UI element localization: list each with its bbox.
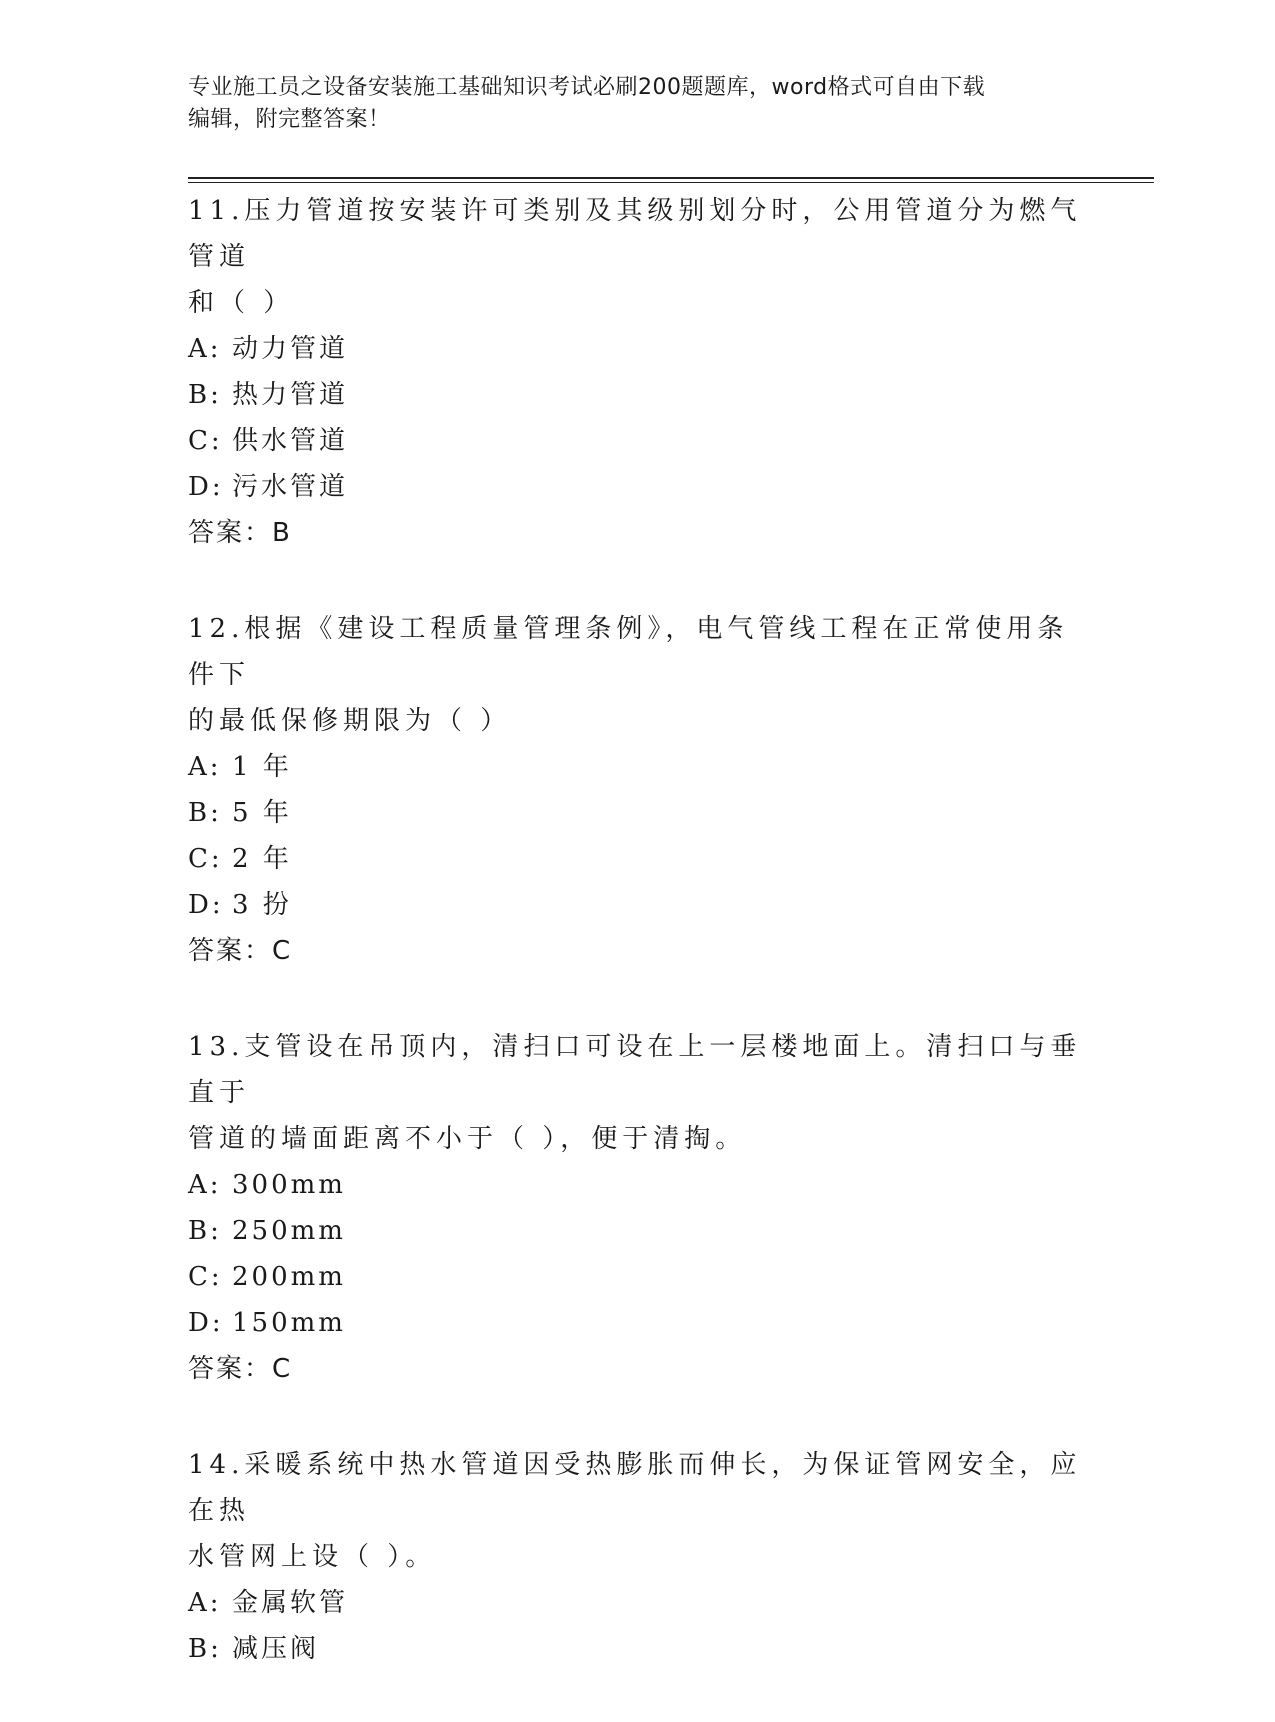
option-key: B: — [188, 1634, 222, 1664]
option-key: D: — [188, 1308, 224, 1338]
answer-line: 答案：C — [188, 1354, 293, 1384]
question-13 — [188, 1024, 1088, 1392]
option-a — [188, 326, 1088, 372]
option-text: 供水管道 — [232, 426, 349, 456]
header-divider-thick — [188, 177, 1154, 179]
option-text: 金属软管 — [232, 1588, 349, 1618]
option-key: A: — [188, 752, 222, 782]
option-d — [188, 464, 1088, 510]
option-key: C: — [188, 844, 223, 874]
option-d — [188, 1300, 1088, 1346]
option-text: 200mm — [232, 1262, 346, 1292]
option-c — [188, 836, 1088, 882]
option-key: A: — [188, 1170, 222, 1200]
question-text-line: 水管网上设（ ）。 — [188, 1542, 437, 1572]
question-11 — [188, 188, 1088, 556]
option-key: B: — [188, 380, 222, 410]
option-text: 污水管道 — [232, 472, 349, 502]
question-text-line: 管道的墙面距离不小于（ ），便于清掏。 — [188, 1124, 747, 1154]
question-text-line: 和（ ） — [188, 288, 295, 318]
option-c — [188, 1254, 1088, 1300]
option-text: 300mm — [232, 1170, 346, 1200]
option-text: 减压阀 — [232, 1634, 320, 1664]
question-list — [188, 188, 1088, 1722]
answer-line: 答案：B — [188, 518, 292, 548]
header-line-2: 编辑，附完整答案！ — [188, 107, 391, 132]
option-c — [188, 418, 1088, 464]
header-divider-thin — [188, 182, 1154, 183]
option-text: 热力管道 — [232, 380, 349, 410]
option-text: 150mm — [232, 1308, 346, 1338]
option-key: B: — [188, 798, 222, 828]
option-key: A: — [188, 1588, 222, 1618]
question-text-line: 12.根据《建设工程质量管理条例》，电气管线工程在正常使用条件下 — [188, 614, 1069, 690]
option-text: 1 年 — [232, 752, 292, 782]
question-text-line: 14.采暖系统中热水管道因受热膨胀而伸长，为保证管网安全，应在热 — [188, 1450, 1082, 1526]
option-d — [188, 882, 1088, 928]
option-text: 2 年 — [232, 844, 292, 874]
option-key: C: — [188, 1262, 223, 1292]
header-line-1: 专业施工员之设备安装施工基础知识考试必刷200题题库，word格式可自由下载 — [188, 75, 986, 100]
option-b — [188, 1626, 1088, 1672]
question-14 — [188, 1442, 1088, 1672]
question-text-line: 11.压力管道按安装许可类别及其级别划分时，公用管道分为燃气管道 — [188, 196, 1082, 272]
option-b — [188, 1208, 1088, 1254]
option-key: D: — [188, 472, 224, 502]
option-key: D: — [188, 890, 224, 920]
document-header — [188, 72, 1068, 136]
option-a — [188, 744, 1088, 790]
question-12 — [188, 606, 1088, 974]
option-text: 5 年 — [232, 798, 292, 828]
option-a — [188, 1580, 1088, 1626]
option-b — [188, 372, 1088, 418]
option-text: 动力管道 — [232, 334, 349, 364]
option-b — [188, 790, 1088, 836]
option-key: A: — [188, 334, 222, 364]
answer-line: 答案：C — [188, 936, 293, 966]
option-key: C: — [188, 426, 223, 456]
question-text-line: 13.支管设在吊顶内，清扫口可设在上一层楼地面上。清扫口与垂直于 — [188, 1032, 1082, 1108]
question-text-line: 的最低保修期限为（ ） — [188, 706, 512, 736]
option-key: B: — [188, 1216, 222, 1246]
option-text: 250mm — [232, 1216, 346, 1246]
option-text: 3 扮 — [232, 890, 292, 920]
option-a — [188, 1162, 1088, 1208]
